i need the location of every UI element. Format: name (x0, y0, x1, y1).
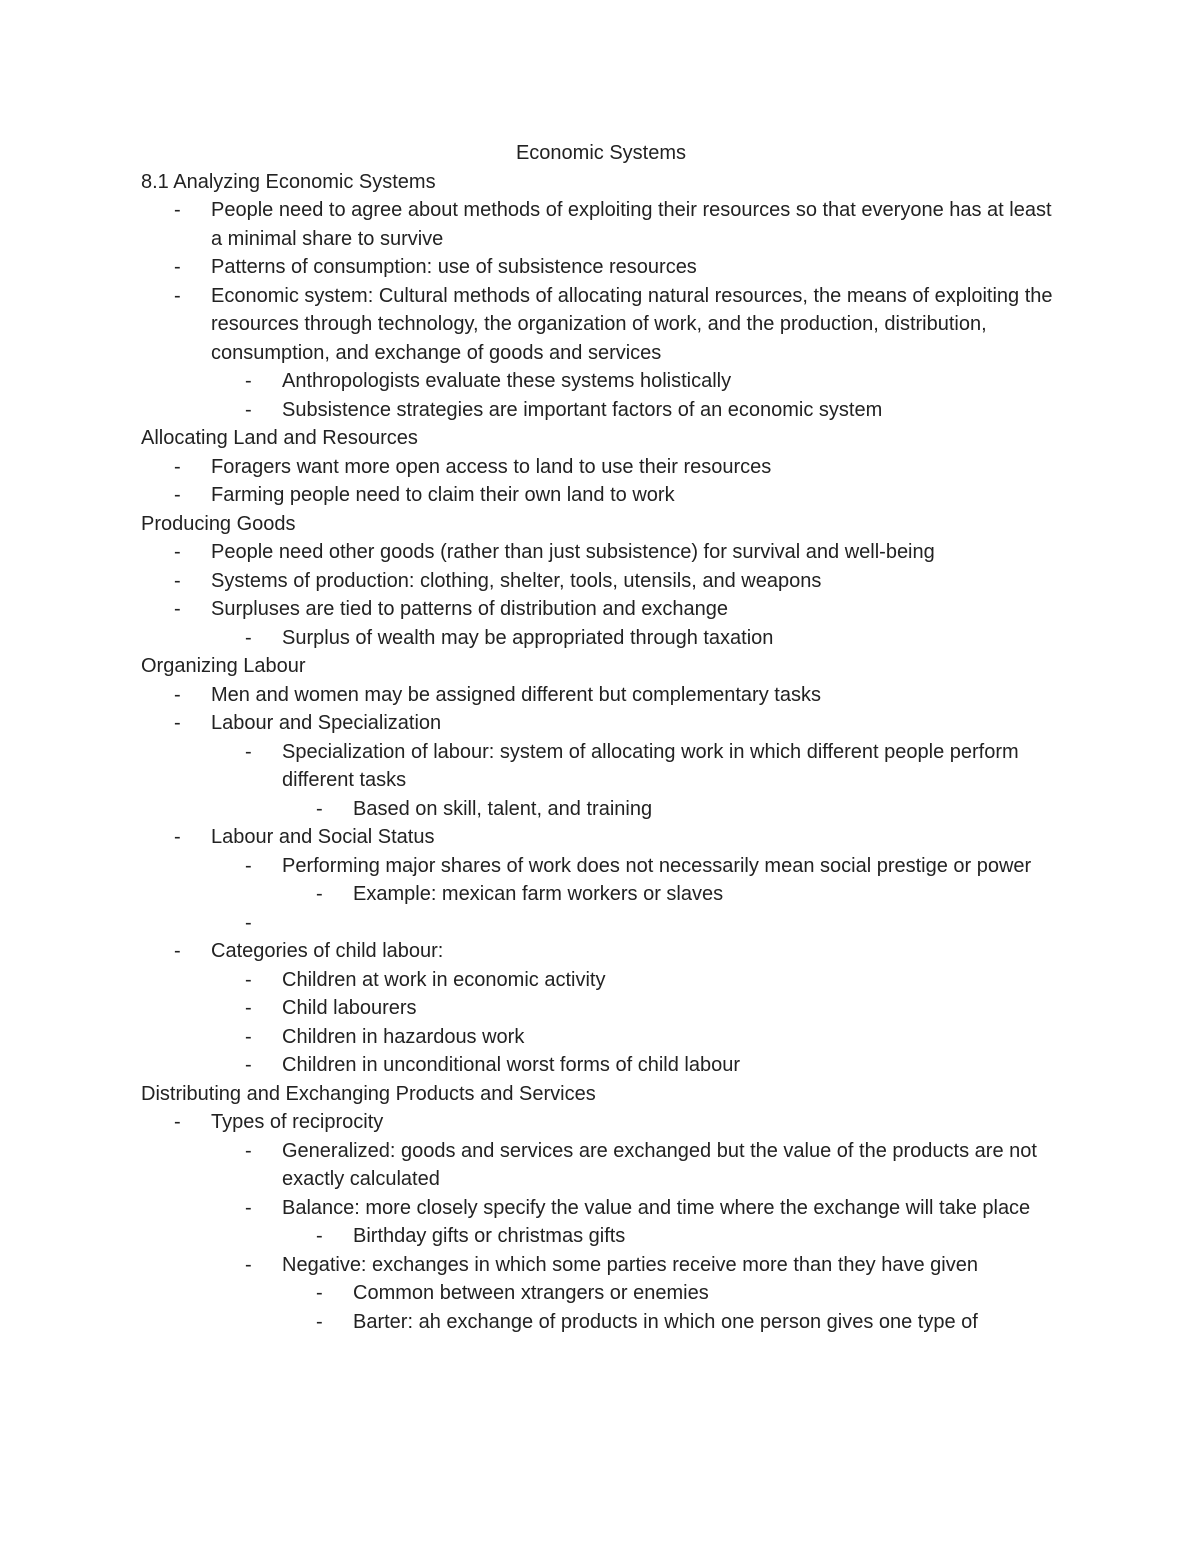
list-item (141, 481, 1061, 510)
bullet-dash-icon: - (245, 968, 252, 991)
list-item-text: Child labourers (282, 997, 417, 1019)
list-item (141, 396, 1061, 425)
bullet-dash-icon: - (245, 854, 252, 877)
bullet-dash-icon: - (316, 883, 323, 905)
bullet-dash-icon: - (245, 1253, 252, 1276)
bullet-dash-icon: - (174, 455, 181, 478)
list-item-text: Patterns of consumption: use of subsistence resources (211, 256, 697, 278)
list-item-text: Surplus of wealth may be appropriated through taxation (282, 626, 774, 649)
bullet-dash-icon: - (316, 1225, 323, 1247)
list-item (141, 567, 1061, 596)
document-title: Economic Systems (515, 142, 687, 164)
list-item (141, 253, 1061, 282)
list-item-text: Categories of child labour: (211, 940, 444, 962)
document-body (141, 139, 1061, 1336)
list-item-text: Generalized: goods and services are exchanged but the value of the products are not exactly calculated (282, 1139, 1037, 1190)
list-item (141, 937, 1061, 966)
list-item-text: Barter: ah exchange of products in which one person gives one type of (353, 1310, 978, 1333)
bullet-dash-icon: - (245, 370, 252, 392)
list-item (141, 1251, 1061, 1280)
list-item-text (282, 909, 1061, 938)
bullet-dash-icon: - (174, 683, 181, 706)
list-item (141, 624, 1061, 653)
list-item (141, 966, 1061, 995)
list-item (141, 538, 1061, 567)
list-item-text: Men and women may be assigned different but complementary tasks (211, 683, 821, 706)
list-item-text: Foragers want more open access to land to use their resources (211, 455, 772, 478)
list-item-text: Birthday gifts or christmas gifts (353, 1225, 626, 1247)
list-item-text: Subsistence strategies are important factors of an economic system (282, 398, 883, 421)
list-item (141, 1308, 1061, 1337)
list-item (141, 367, 1061, 396)
list-item (141, 909, 1061, 938)
section-heading: Allocating Land and Resources (141, 427, 418, 449)
bullet-dash-icon: - (245, 626, 252, 649)
list-item-text: Specialization of labour: system of allocating work in which different people perform different tasks (282, 740, 1019, 791)
bullet-dash-icon: - (245, 1139, 252, 1162)
list-item (141, 1194, 1061, 1223)
list-item-text: Systems of production: clothing, shelter, tools, utensils, and weapons (211, 569, 822, 592)
list-item-text: Surpluses are tied to patterns of distribution and exchange (211, 598, 728, 620)
list-item-text: Children at work in economic activity (282, 968, 606, 991)
bullet-dash-icon: - (316, 1282, 323, 1304)
bullet-dash-icon: - (174, 199, 181, 221)
list-item-text: Example: mexican farm workers or slaves (353, 883, 724, 905)
bullet-dash-icon: - (174, 484, 181, 506)
list-item (141, 880, 1061, 909)
list-item-text: Labour and Specialization (211, 712, 442, 734)
list-item (141, 595, 1061, 624)
list-item (141, 823, 1061, 852)
list-item-text: Based on skill, talent, and training (353, 797, 653, 820)
bullet-dash-icon: - (245, 911, 252, 934)
list-item-text: Balance: more closely specify the value and time where the exchange will take place (282, 1196, 1031, 1219)
list-item-text: People need other goods (rather than just subsistence) for survival and well-being (211, 541, 935, 563)
bullet-dash-icon: - (245, 997, 252, 1019)
bullet-dash-icon: - (245, 1025, 252, 1048)
list-item-text: People need to agree about methods of exploiting their resources so that everyone has at least a minimal share to survive (211, 199, 1052, 250)
list-item-text: Economic system: Cultural methods of allocating natural resources, the means of exploiting the resources through technology, the organization of work, and the production, distribution, consumption, and exchange of goods and services (211, 284, 1053, 364)
list-item-text: Performing major shares of work does not necessarily mean social prestige or power (282, 854, 1032, 877)
list-item-text: Farming people need to claim their own land to work (211, 484, 675, 506)
list-item (141, 282, 1061, 368)
list-item (141, 453, 1061, 482)
bullet-dash-icon: - (245, 1196, 252, 1219)
list-item-text: Children in hazardous work (282, 1025, 525, 1048)
bullet-dash-icon: - (174, 284, 181, 307)
list-item-text: Common between xtrangers or enemies (353, 1282, 709, 1304)
list-item-text: Labour and Social Status (211, 826, 435, 848)
list-item (141, 1108, 1061, 1137)
list-item (141, 1023, 1061, 1052)
list-item-text: Anthropologists evaluate these systems holistically (282, 370, 732, 392)
list-item (141, 795, 1061, 824)
list-item (141, 709, 1061, 738)
list-item-text: Types of reciprocity (211, 1111, 384, 1133)
list-item (141, 1279, 1061, 1308)
section-heading: Producing Goods (141, 512, 296, 535)
list-item (141, 852, 1061, 881)
list-item-text: Negative: exchanges in which some parties receive more than they have given (282, 1253, 978, 1276)
bullet-dash-icon: - (174, 1111, 181, 1133)
bullet-dash-icon: - (316, 1310, 323, 1333)
bullet-dash-icon: - (174, 598, 181, 620)
list-item (141, 196, 1061, 253)
bullet-dash-icon: - (174, 940, 181, 962)
bullet-dash-icon: - (174, 569, 181, 592)
bullet-dash-icon: - (245, 740, 252, 763)
bullet-dash-icon: - (245, 398, 252, 421)
section-heading: Organizing Labour (141, 655, 306, 677)
list-item-text: Children in unconditional worst forms of child labour (282, 1054, 741, 1076)
list-item (141, 1051, 1061, 1080)
list-item (141, 1137, 1061, 1194)
bullet-dash-icon: - (316, 797, 323, 820)
section-heading: 8.1 Analyzing Economic Systems (141, 170, 436, 193)
list-item (141, 681, 1061, 710)
list-item (141, 738, 1061, 795)
list-item (141, 1222, 1061, 1251)
bullet-dash-icon: - (174, 541, 181, 563)
bullet-dash-icon: - (174, 826, 181, 848)
bullet-dash-icon: - (174, 256, 181, 278)
section-heading: Distributing and Exchanging Products and Services (141, 1082, 596, 1105)
list-item (141, 994, 1061, 1023)
bullet-dash-icon: - (174, 712, 181, 734)
bullet-dash-icon: - (245, 1054, 252, 1076)
